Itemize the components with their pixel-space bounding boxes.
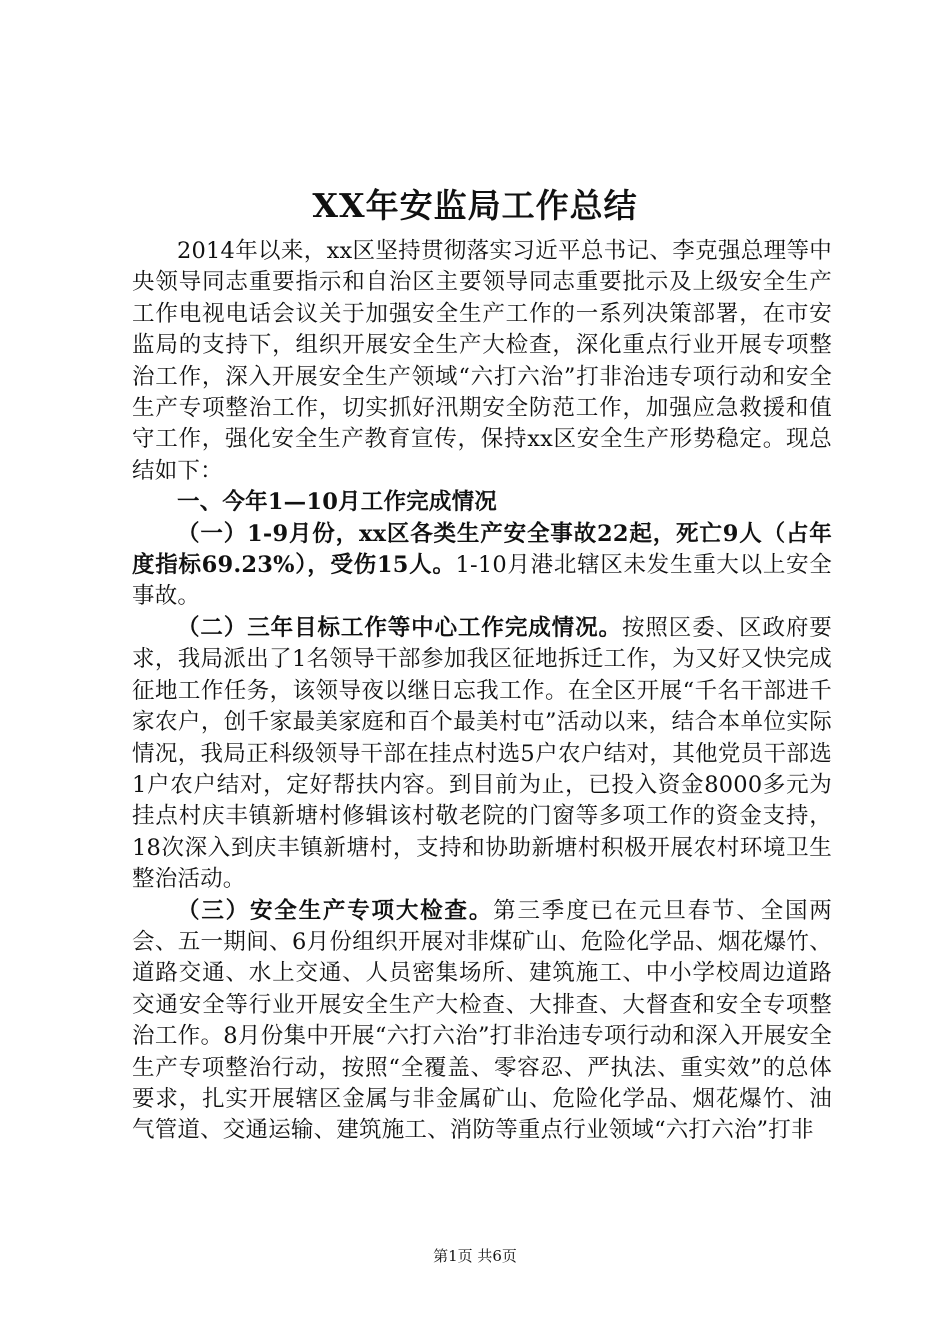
item-heading-2: （二）三年目标工作等中心工作完成情况。 xyxy=(177,614,622,641)
section-heading-1: 一、今年1—10月工作完成情况 xyxy=(177,489,497,516)
item-heading-1: （一）1-9月份，xx区各类生产安全事故22起，死亡9人（占年度指标69.23%），受伤15人。 xyxy=(132,520,832,579)
document-body xyxy=(132,236,832,1147)
item-text-2: 按照区委、区政府要求，我局派出了1名领导干部参加我区征地拆迁工作，为又好又快完成征地工作任务，该领导夜以继日忘我工作。在全区开展“千名干部进千家农户，创千家最美家庭和百个最美村屯”活动以来，结合本单位实际情况，我局正科级领导干部在挂点村选5户农户结对，其他党员干部选1户农户结对，定好帮扶内容。到目前为止，已投入资金8000多元为挂点村庆丰镇新塘村修辑该村敬老院的门窗等多项工作的资金支持，18次深入到庆丰镇新塘村，支持和协助新塘村积极开展农村环境卫生整治活动。 xyxy=(132,614,832,893)
intro-paragraph: 2014年以来，xx区坚持贯彻落实习近平总书记、李克强总理等中央领导同志重要指示和自治区主要领导同志重要批示及上级安全生产工作电视电话会议关于加强安全生产工作的一系列决策部署，在市安监局的支持下，组织开展安全生产大检查，深化重点行业开展专项整治工作，深入开展安全生产领域“六打六治”打非治违专项行动和安全生产专项整治工作，切实抓好汛期安全防范工作，加强应急救援和值守工作，强化安全生产教育宣传，保持xx区安全生产形势稳定。现总结如下： xyxy=(132,238,832,484)
page-indicator: 第1页 共6页 xyxy=(433,1247,517,1265)
item-heading-3: （三）安全生产专项大检查。 xyxy=(177,897,494,924)
item-paragraph-2 xyxy=(132,613,832,896)
item-paragraph-3 xyxy=(132,896,832,1147)
item-paragraph-1 xyxy=(132,519,832,613)
document-title: XX年安监局工作总结 xyxy=(312,186,638,225)
item-text-3: 第三季度已在元旦春节、全国两会、五一期间、6月份组织开展对非煤矿山、危险化学品、烟花爆竹、道路交通、水上交通、人员密集场所、建筑施工、中小学校周边道路交通安全等行业开展安全生产大检查、大排查、大督查和安全专项整治工作。8月份集中开展“六打六治”打非治违专项行动和深入开展安全生产专项整治行动，按照“全覆盖、零容忍、严执法、重实效”的总体要求，扎实开展辖区金属与非金属矿山、危险化学品、烟花爆竹、油气管道、交通运输、建筑施工、消防等重点行业领域“六打六治”打非 xyxy=(132,897,832,1144)
item-text-1: 1-10月港北辖区未发生重大以上安全事故。 xyxy=(132,552,833,610)
